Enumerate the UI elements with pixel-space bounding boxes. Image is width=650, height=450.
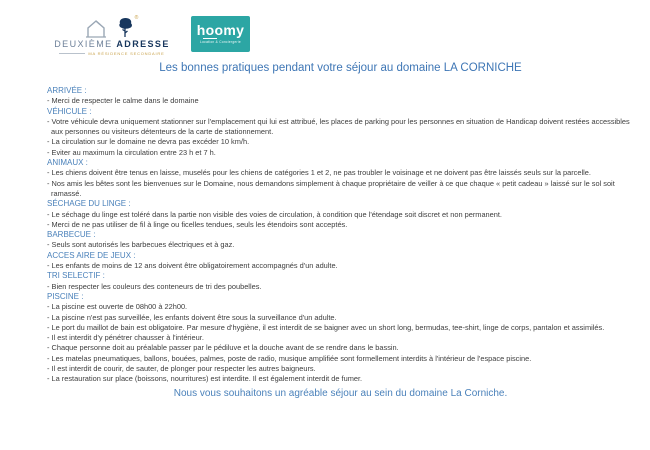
- rule-item: - Il est interdit de courir, de sauter, de plonger pour respecter les autres baigneurs.: [47, 364, 316, 374]
- hoomy-logo: [191, 16, 250, 52]
- rules-section: [47, 158, 634, 199]
- deuxieme-adresse-logo: [55, 16, 169, 56]
- section-heading: VÉHICULE :: [47, 106, 92, 116]
- rule-item: - La restauration sur place (boissons, nourritures) est interdite. Il est également interdit de fumer.: [47, 374, 363, 384]
- rules-section: [47, 271, 634, 292]
- closing-line: Nous vous souhaitons un agréable séjour au sein du domaine La Corniche.: [173, 387, 508, 399]
- section-heading: SÉCHAGE DU LINGE :: [47, 199, 131, 209]
- deuxieme-text: DEUXIÈME: [54, 39, 113, 49]
- rule-item: - Merci de respecter le calme dans le domaine: [47, 96, 199, 106]
- rule-item: - Chaque personne doit au préalable passer par le pédiluve et la douche avant de se rendre dans le bassin.: [47, 343, 399, 353]
- house-and-tree-icon: [86, 16, 139, 38]
- rule-item: - Eviter au maximum la circulation entre 23 h et 7 h.: [47, 147, 216, 157]
- rule-item: - Les matelas pneumatiques, ballons, bouées, palmes, poste de radio, musique amplifiée sont formellement interdits à l'intérieur de l'espace piscine.: [47, 353, 532, 363]
- section-heading: ACCES AIRE DE JEUX :: [47, 250, 136, 260]
- rule-item: - La piscine est ouverte de 08h00 à 22h00.: [47, 302, 188, 312]
- tagline-divider: [59, 53, 85, 54]
- rule-item: - Le séchage du linge est toléré dans la partie non visible des voies de circulation, à condition que l'étendage soit discret et non permanent.: [47, 209, 502, 219]
- section-heading: PISCINE :: [47, 291, 84, 301]
- rule-item: - Nos amis les bêtes sont les bienvenues sur le Domaine, nous demandons simplement à chaque propriétaire de veiller à ce que chaque « petit cadeau » laissé sur le sol soit ramassé.: [47, 178, 615, 198]
- hoomy-wordmark: hoomy: [196, 22, 245, 38]
- section-heading: TRI SELECTIF :: [47, 271, 105, 281]
- rule-item: - Les enfants de moins de 12 ans doivent être obligatoirement accompagnés d'un adulte.: [47, 261, 338, 271]
- rules-sections: [47, 86, 634, 385]
- rule-item: - La circulation sur le domaine ne devra pas excéder 10 km/h.: [47, 137, 250, 147]
- rule-item: - Votre véhicule devra uniquement stationner sur l'emplacement qui lui est attribué, les places de parking pour les personnes en situation de Handicap doivent restées accessibles aux personnes ou visiteurs détenteurs de la carte de stationnement.: [47, 116, 630, 137]
- page-title: Les bonnes pratiques pendant votre séjour au domaine LA CORNICHE: [159, 62, 522, 74]
- rule-item: - La piscine n'est pas surveillée, les enfants doivent être sous la surveillance d'un adulte.: [47, 312, 337, 322]
- rule-item: - Il est interdit d'y pénétrer chausser à l'intérieur.: [47, 333, 204, 343]
- rules-section: [47, 230, 634, 251]
- rules-section: [47, 292, 634, 385]
- deuxieme-adresse-tagline: MA RÉSIDENCE SECONDAIRE: [88, 51, 165, 56]
- rule-item: - Le port du maillot de bain est obligatoire. Par mesure d'hygiène, il est interdit de se baigner avec un short long, bermudas, tee-shirt, linge de corps, pantalon et assimilés.: [47, 322, 605, 332]
- house-icon: [86, 18, 116, 38]
- adresse-text: ADRESSE: [116, 39, 170, 49]
- section-heading: ANIMAUX :: [47, 158, 88, 168]
- rule-item: - Les chiens doivent être tenus en laisse, muselés pour les chiens de catégories 1 et 2, ne pas troubler le voisinage et ne doivent pas être laissés seuls sur la parcelle.: [47, 168, 591, 178]
- rules-section: [47, 107, 634, 158]
- rule-item: - Bien respecter les couleurs des conteneurs de tri des poubelles.: [47, 281, 262, 291]
- tree-icon: [118, 17, 133, 38]
- rule-item: - Seuls sont autorisés les barbecues électriques et à gaz.: [47, 240, 235, 250]
- section-heading: ARRIVÉE :: [47, 86, 87, 95]
- rules-section: [47, 199, 634, 230]
- rule-item: - Merci de ne pas utiliser de fil à linge ou ficelles tendues, seuls les étendoirs sont acceptés.: [47, 219, 348, 229]
- deuxieme-adresse-tagline-row: [55, 51, 169, 56]
- hoomy-tagline: Location & Conciergerie: [200, 40, 241, 44]
- header-logos: [55, 16, 250, 56]
- document-body: [47, 62, 634, 399]
- rules-section: [47, 251, 634, 272]
- deuxieme-adresse-wordmark: [54, 39, 169, 49]
- section-heading: BARBECUE :: [47, 230, 96, 240]
- registered-trademark-icon: ®: [134, 15, 139, 21]
- rules-section: [47, 86, 634, 107]
- hoomy-divider: [203, 38, 217, 39]
